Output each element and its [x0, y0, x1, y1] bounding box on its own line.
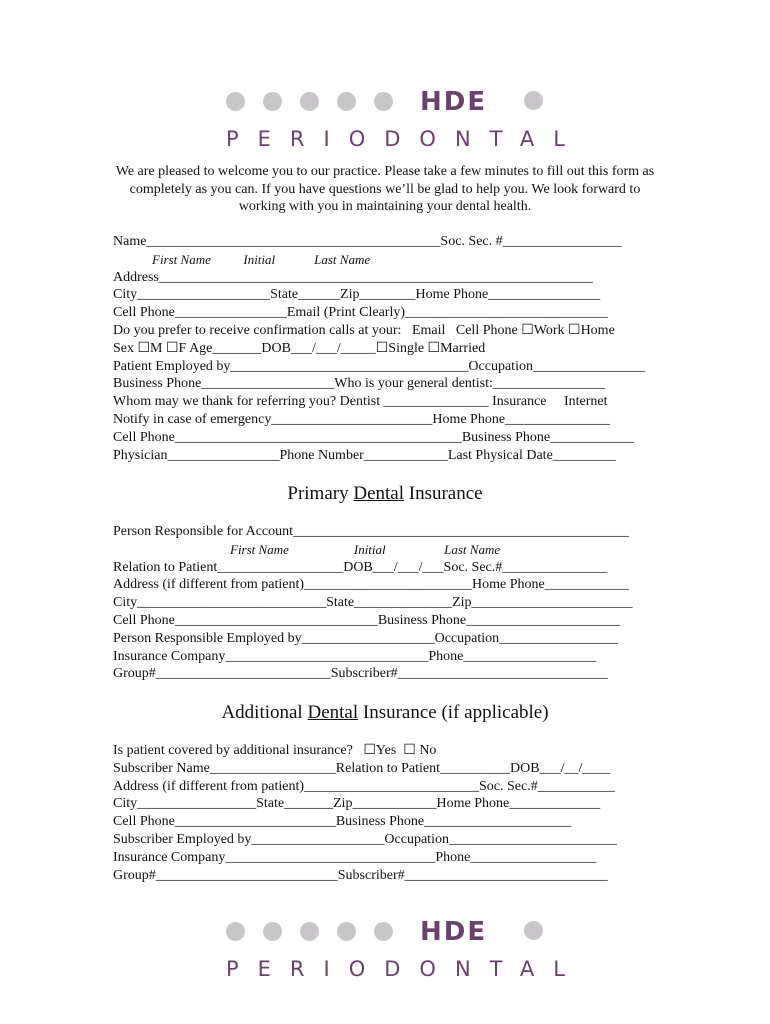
additional-insurance-heading: Additional Dental Insurance (if applicable)	[221, 702, 549, 723]
form-line: Business Phone___________________Who is your general dentist:________________	[113, 376, 605, 392]
form-line: Cell Phone_____________________________Business Phone______________________	[113, 612, 621, 628]
logo-dots	[226, 90, 393, 112]
form-line: Cell Phone_________________________________________Business Phone____________	[113, 429, 635, 445]
form-line: First Name Initial Last Name	[113, 541, 501, 557]
logo-brand: HDE	[420, 87, 488, 117]
form-line: Do you prefer to receive confirmation calls at your: Email Cell Phone ☐Work ☐Home	[113, 322, 615, 338]
form-line: Notify in case of emergency_______________________Home Phone_______________	[113, 411, 611, 427]
form-line: Name__________________________________________Soc. Sec. #_________________	[113, 234, 622, 249]
form-line: Sex ☐M ☐F Age_______DOB___/___/_____☐Single ☐Married	[113, 340, 486, 356]
form-line: Subscriber Name__________________Relation to Patient__________DOB___/__/____	[113, 760, 611, 776]
form-line: Insurance Company______________________________Phone__________________	[113, 849, 597, 865]
form-line: First Name Initial Last Name	[113, 251, 371, 267]
form-line: Address______________________________________________________________	[113, 269, 593, 285]
form-line: Whom may we thank for referring you? Dentist _______________ Insurance Internet	[113, 394, 608, 410]
form-line: Address (if different from patient)________________________Home Phone____________	[113, 577, 629, 593]
form-line: Cell Phone_______________________Business Phone_____________________	[113, 814, 572, 830]
form-line: Group#__________________________Subscriber#_____________________________	[113, 867, 608, 883]
form-line: Insurance Company_____________________________Phone___________________	[113, 648, 597, 664]
logo-wordmark: PERIODONTAL	[226, 957, 584, 981]
form-line: Cell Phone________________Email (Print Clearly)_____________________________	[113, 305, 609, 321]
form-line: Is patient covered by additional insurance? ☐Yes ☐ No	[113, 743, 437, 758]
form-line: City___________________________State______________Zip_______________________	[113, 595, 633, 611]
logo-dot	[524, 921, 543, 940]
intro-text: We are pleased to welcome you to our practice. Please take a few minutes to fill out this form as completely as you can. If you have questions we’ll be glad to help you. We look forward to working with you in maintaining your dental health.	[115, 164, 655, 214]
primary-insurance-section	[113, 523, 658, 683]
form-line: City_________________State_______Zip____________Home Phone_____________	[113, 796, 601, 812]
form-line: Relation to Patient__________________DOB___/___/___Soc. Sec.#_______________	[113, 559, 608, 575]
footer-logo	[0, 917, 770, 990]
form-line: Person Responsible Employed by___________________Occupation_________________	[113, 630, 619, 646]
form-line: Address (if different from patient)_________________________Soc. Sec.#___________	[113, 778, 615, 794]
form-line: City___________________State______Zip________Home Phone________________	[113, 287, 601, 303]
logo-brand: HDE	[420, 917, 488, 947]
logo-dot	[524, 91, 543, 110]
form-line: Subscriber Employed by___________________Occupation________________________	[113, 831, 617, 847]
form-line: Patient Employed by__________________________________Occupation________________	[113, 358, 645, 374]
form-line: Physician________________Phone Number____________Last Physical Date_________	[113, 447, 616, 463]
logo-wordmark: PERIODONTAL	[226, 127, 584, 151]
patient-info-section	[113, 233, 658, 464]
logo-dots	[226, 920, 393, 942]
header-logo	[0, 87, 770, 160]
primary-insurance-heading: Primary Dental Insurance	[287, 483, 483, 504]
form-line: Person Responsible for Account________________________________________________	[113, 524, 630, 539]
form-line: Group#_________________________Subscriber#______________________________	[113, 666, 608, 682]
additional-insurance-section	[113, 742, 658, 884]
